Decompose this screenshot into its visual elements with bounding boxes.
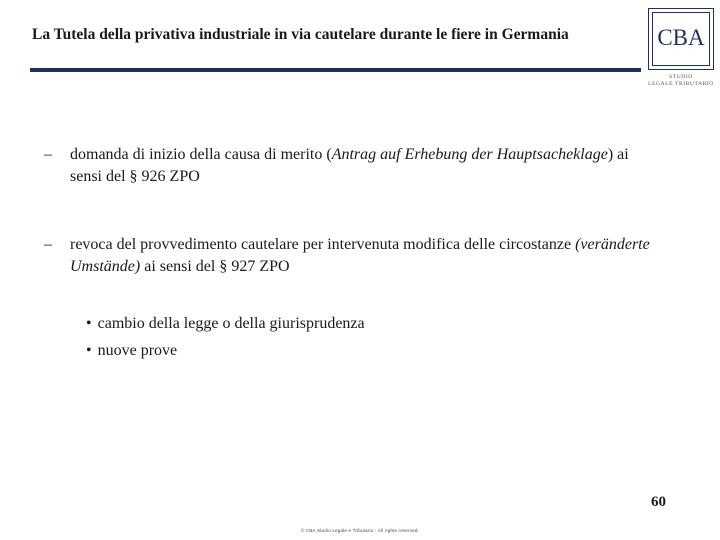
bullet-dot: • (86, 315, 92, 332)
cba-logo (648, 8, 714, 70)
logo-mark: CBA (657, 25, 705, 50)
bullet-text-italic: (veränderte Umstände) (70, 236, 650, 275)
bullet-text-italic: Antrag auf Erhebung der Hauptsacheklage (331, 146, 608, 163)
logo-subtitle-line2: LEGALE TRIBUTARIO (648, 81, 714, 87)
page-number: 60 (651, 494, 666, 510)
bullet-text-plain: revoca del provvedimento cautelare per intervenuta modifica delle circostanze (70, 236, 576, 253)
bullet-text-plain: domanda di inizio della causa di merito ( (70, 146, 332, 163)
bullet-item (44, 144, 664, 188)
sub-bullet-item (86, 337, 365, 364)
bullet-text (44, 144, 664, 188)
dash-marker: – (44, 236, 52, 253)
bullet-text-plain: ai sensi del § 927 ZPO (140, 258, 290, 275)
slide-title: La Tutela della privativa industriale in via cautelare durante le fiere in Germania (32, 26, 569, 43)
title-underline (30, 68, 641, 72)
sub-bullet-text: cambio della legge o della giurisprudenza (97, 315, 365, 332)
footer-copyright: © CBA Studio Legale e Tributario - All rights reserved. (300, 528, 420, 533)
sub-bullet-text: nuove prove (97, 342, 178, 359)
sub-bullet-list (86, 310, 365, 364)
logo-subtitle-line1: STUDIO (669, 74, 693, 80)
bullet-item (44, 234, 664, 278)
logo-subtitle (642, 74, 720, 88)
bullet-text (44, 234, 664, 278)
dash-marker: – (44, 146, 52, 163)
bullet-text-plain: ) ai sensi del § 926 ZPO (70, 146, 629, 185)
sub-bullet-item (86, 310, 365, 337)
bullet-dot: • (86, 342, 92, 359)
